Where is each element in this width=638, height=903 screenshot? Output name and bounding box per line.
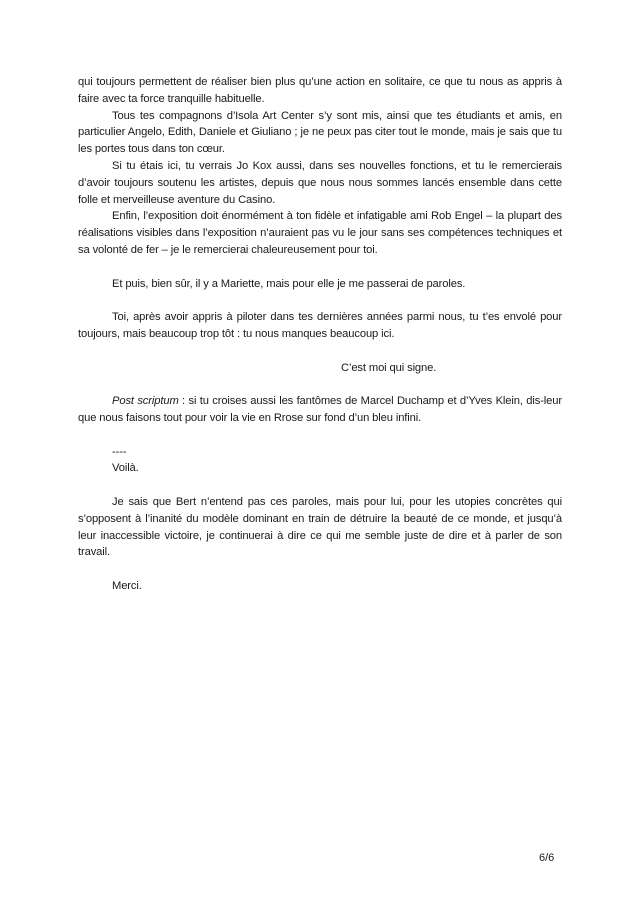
paragraph-gap [78, 259, 562, 276]
paragraph-bert: Je sais que Bert n’entend pas ces paroles, mais pour lui, pour les utopies concrètes qui s’opposent à l’inanité du modèle dominant en train de détruire la beauté de ce monde, et jusqu’à leur inaccessible victoire, je continuerai à dire ce qui me semble juste de dire et à parler de son travail. [78, 495, 562, 559]
paragraph-gap [78, 376, 562, 393]
paragraph-gap [78, 343, 562, 360]
paragraph-isola-art-center: Tous tes compagnons d’Isola Art Center s’y sont mis, ainsi que tes étudiants et amis, en particulier Angelo, Edith, Daniele et Giuliano ; je ne peux pas citer tout le monde, mais je sais que tu les portes tous dans ton cœur. [78, 109, 562, 156]
paragraph-post-scriptum [78, 393, 562, 427]
post-scriptum-text: : si tu croises aussi les fantômes de Marcel Duchamp et d’Yves Klein, dis-leur que nous faisons tout pour voir la vie en Rrose sur fond d’un bleu infini. [78, 395, 562, 424]
paragraph-gap [78, 292, 562, 309]
paragraph-mariette: Et puis, bien sûr, il y a Mariette, mais pour elle je me passerai de paroles. [112, 277, 466, 290]
paragraph-voila: Voilà. [112, 462, 139, 475]
separator-dashes: ---- [112, 445, 127, 458]
paragraph-gap [78, 561, 562, 578]
document-body [78, 74, 562, 595]
paragraph-farewell: Toi, après avoir appris à piloter dans tes dernières années parmi nous, tu t’es envolé pour toujours, mais beaucoup trop tôt : tu nous manques beaucoup ici. [78, 311, 562, 340]
post-scriptum-label: Post scriptum [112, 395, 179, 408]
paragraph-merci: Merci. [112, 579, 142, 592]
paragraph-gap [78, 477, 562, 494]
page-number: 6/6 [539, 852, 555, 864]
paragraph-gap [78, 427, 562, 444]
paragraph-jo-kox: Si tu étais ici, tu verrais Jo Kox aussi, dans ses nouvelles fonctions, et tu le remercierais d’avoir toujours soutenu les artistes, depuis que nous nous sommes lancés ensemble dans cette folle et merveilleuse aventure du Casino. [78, 159, 562, 206]
paragraph-rob-engel: Enfin, l’exposition doit énormément à ton fidèle et infatigable ami Rob Engel – la plupart des réalisations visibles dans l’exposition n’auraient pas vu le jour sans ses compétences techniques et sa volonté de fer – je le remercierai chaleureusement pour toi. [78, 210, 562, 256]
signature-line: C’est moi qui signe. [341, 361, 437, 374]
paragraph-continuation: qui toujours permettent de réaliser bien plus qu’une action en solitaire, ce que tu nous as appris à faire avec ta force tranquille habituelle. [78, 76, 562, 105]
